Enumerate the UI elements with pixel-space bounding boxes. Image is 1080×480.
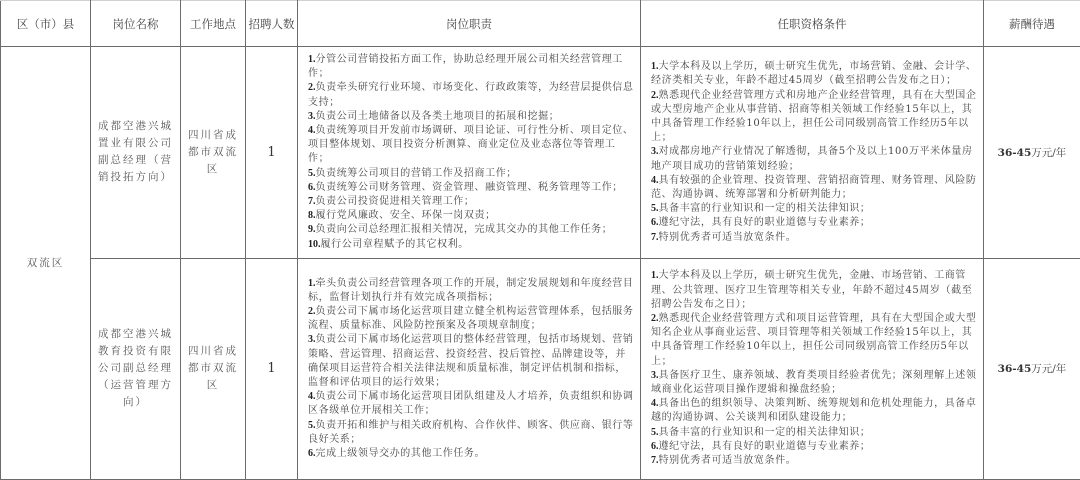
list-item: 6.负责统筹公司财务管理、资金管理、融资管理、税务管理等工作；: [308, 181, 634, 195]
list-item: 4.具备出色的组织领导、决策判断、统筹规划和危机处理能力，具备卓越的沟通协调、公关谈判和团队建设能力；: [651, 397, 977, 425]
list-item: 4.负责公司下属市场化运营项目团队组建及人才培养，负责组织和协调区各级单位开展相关工作；: [308, 390, 634, 418]
header-location: 工作地点: [181, 1, 246, 47]
list-item: 4.负责统筹项目开发前市场调研、项目论证、可行性分析、项目定位、项目整体规划、项目投资分析测算、商业定位及业态落位等管理工作；: [308, 124, 634, 167]
region-cell: 双流区: [1, 47, 91, 480]
header-position: 岗位名称: [91, 1, 181, 47]
duties-list: [308, 277, 634, 462]
salary-unit: 万元/年: [1031, 147, 1066, 159]
list-item: 8.履行党风廉政、安全、环保一岗双责；: [308, 209, 634, 223]
header-duties: 岗位职责: [298, 1, 641, 47]
list-item: 3.负责公司土地储备以及各类土地项目的拓展和挖掘；: [308, 110, 634, 124]
header-row: [1, 1, 1080, 47]
salary-range: 36-45: [998, 147, 1032, 159]
list-item: 4.具有较强的企业管理、投资管理、营销招商管理、财务管理、风险防范、沟通协调、统筹部署和分析研判能力；: [651, 174, 977, 202]
list-item: 7.特别优秀者可适当放宽条件。: [651, 231, 977, 245]
list-item: 2.熟悉现代企业经营管理方式和房地产企业经营管理，具有在大型国企或大型房地产企业从事营销、招商等相关领域工作经验15年以上，其中具备管理工作经验10年以上，担任公司同级别高管工作经历5年以上；: [651, 89, 977, 146]
header-qualifications: 任职资格条件: [641, 1, 984, 47]
duties-list: [308, 53, 634, 252]
list-item: 6.遵纪守法，具有良好的职业道德与专业素养；: [651, 440, 977, 454]
list-item: 10.履行公司章程赋予的其它权利。: [308, 238, 634, 252]
header-region: 区（市）县: [1, 1, 91, 47]
position-name: 成都空港兴城教育投资有限公司副总经理（运营管理方向）: [91, 258, 181, 479]
qualifications-list: [651, 60, 977, 245]
list-item: 5.具备丰富的行业知识和一定的相关法律知识；: [651, 202, 977, 216]
list-item: 1.大学本科及以上学历，硕士研究生优先，市场营销、金融、会计学、经济类相关专业，年龄不超过45周岁（截至招聘公告发布之日）；: [651, 60, 977, 88]
work-location: 四川省成都市双流区: [181, 47, 246, 259]
list-item: 6.完成上级领导交办的其他工作任务。: [308, 447, 634, 461]
list-item: 2.负责牵头研究行业环境、市场变化、行政政策等，为经营层提供信息支持；: [308, 81, 634, 109]
list-item: 5.具备丰富的行业知识和一定的相关法律知识；: [651, 426, 977, 440]
list-item: 5.负责统筹公司项目的营销工作及招商工作；: [308, 167, 634, 181]
list-item: 1.分管公司营销投拓方面工作，协助总经理开展公司相关经营管理工作；: [308, 53, 634, 81]
list-item: 7.特别优秀者可适当放宽条件。: [651, 454, 977, 468]
duties-cell: [298, 47, 641, 259]
qualifications-cell: [641, 258, 984, 479]
list-item: 6.遵纪守法，具有良好的职业道德与专业素养；: [651, 216, 977, 230]
list-item: 3.负责公司下属市场化运营项目的整体经营管理，包括市场规划、营销策略、营运管理、招商运营、投资经营、投后管控、品牌建设等，并确保项目运营符合相关法律法规和质量标准，制定评估机制和指标，监督和评估项目的运行效果；: [308, 333, 634, 390]
table-row: [1, 258, 1080, 479]
position-name: 成都空港兴城置业有限公司副总经理（营销投拓方向）: [91, 47, 181, 259]
salary-range: 36-45: [998, 363, 1032, 375]
list-item: 2.熟悉现代企业经营管理方式和项目运营管理，具有在大型国企或大型知名企业从事商业运营、项目管理等相关领域工作经验15年以上，其中具备管理工作经验10年以上，担任公司同级别高管工作经历5年以上；: [651, 312, 977, 369]
list-item: 3.对成都房地产行业情况了解透彻，具备5个及以上100万平米体量房地产项目成功的营销策划经验；: [651, 145, 977, 173]
salary-cell: [984, 258, 1080, 479]
work-location: 四川省成都市双流区: [181, 258, 246, 479]
list-item: 5.负责开拓和维护与相关政府机构、合作伙伴、顾客、供应商、银行等良好关系；: [308, 419, 634, 447]
qualifications-list: [651, 269, 977, 468]
header-count: 招聘人数: [246, 1, 298, 47]
header-salary: 薪酬待遇: [984, 1, 1080, 47]
recruit-count: 1: [246, 47, 298, 259]
recruit-count: 1: [246, 258, 298, 479]
list-item: 9.负责向公司总经理汇报相关情况，完成其交办的其他工作任务；: [308, 223, 634, 237]
salary-unit: 万元/年: [1031, 363, 1066, 375]
list-item: 1.大学本科及以上学历，硕士研究生优先，金融、市场营销、工商管理、公共管理、医疗卫生管理等相关专业，年龄不超过45周岁（截至招聘公告发布之日）；: [651, 269, 977, 312]
list-item: 3.具备医疗卫生、康养领域、教育类项目经验者优先；深刻理解上述领域商业化运营项目操作逻辑和操盘经验；: [651, 369, 977, 397]
list-item: 1.牵头负责公司经营管理各项工作的开展，制定发展规划和年度经营目标，监督计划执行并有效完成各项指标；: [308, 277, 634, 305]
qualifications-cell: [641, 47, 984, 259]
salary-cell: [984, 47, 1080, 259]
table-row: [1, 47, 1080, 259]
duties-cell: [298, 258, 641, 479]
list-item: 7.负责公司投资促进相关管理工作；: [308, 195, 634, 209]
list-item: 2.负责公司下属市场化运营项目建立健全机构运营管理体系，包括服务流程、质量标准、风险防控预案及各项规章制度；: [308, 305, 634, 333]
